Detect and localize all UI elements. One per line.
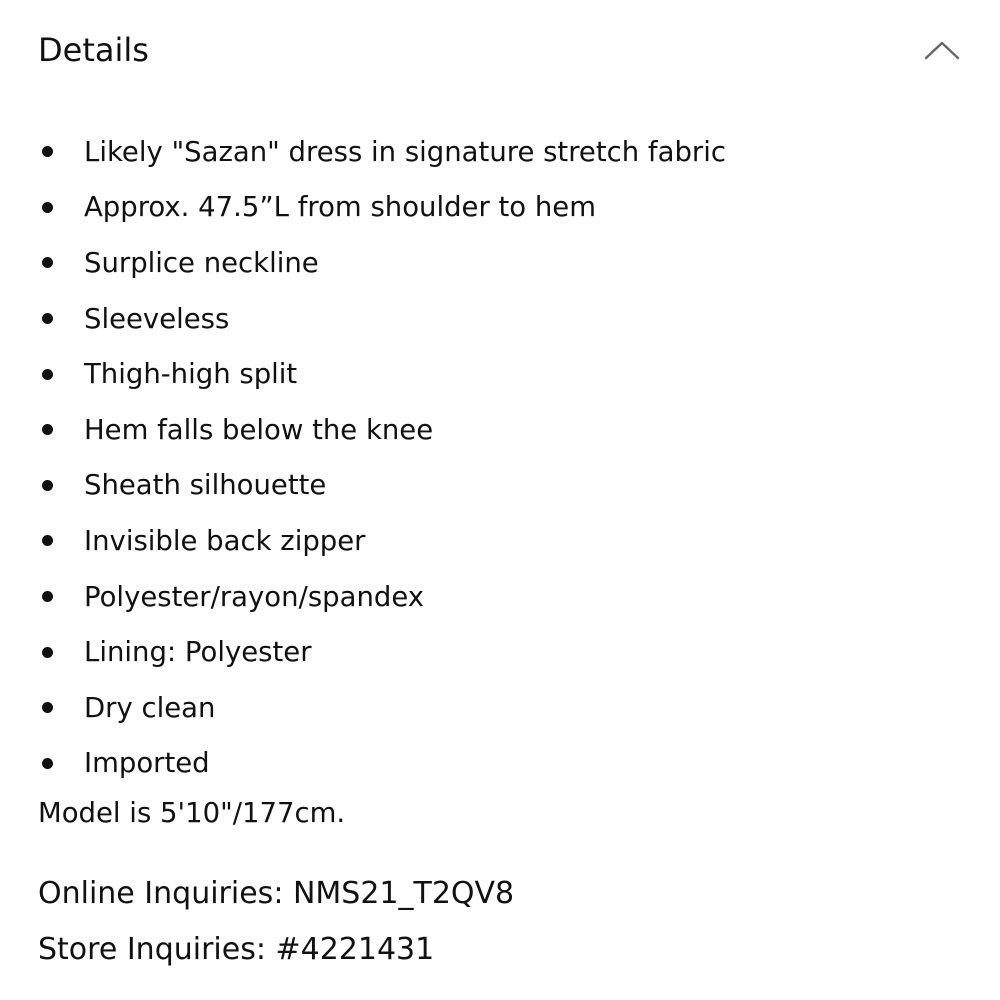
bullet-icon bbox=[42, 202, 53, 213]
chevron-up-icon[interactable] bbox=[922, 30, 962, 70]
list-item-text: Imported bbox=[84, 747, 210, 780]
bullet-icon bbox=[42, 257, 53, 268]
bullet-icon bbox=[42, 146, 53, 157]
bullet-icon bbox=[42, 702, 53, 713]
details-title: Details bbox=[38, 31, 149, 69]
list-item bbox=[38, 736, 726, 792]
list-item bbox=[38, 680, 726, 736]
store-inquiries: Store Inquiries: #4221431 bbox=[38, 932, 435, 967]
online-inquiries: Online Inquiries: NMS21_T2QV8 bbox=[38, 876, 515, 911]
bullet-icon bbox=[42, 480, 53, 491]
list-item-text: Sleeveless bbox=[84, 302, 230, 335]
list-item-text: Thigh-high split bbox=[84, 358, 298, 391]
bullet-icon bbox=[42, 758, 53, 769]
list-item-text: Lining: Polyester bbox=[84, 636, 312, 669]
list-item bbox=[38, 513, 726, 569]
list-item bbox=[38, 402, 726, 458]
bullet-icon bbox=[42, 591, 53, 602]
list-item bbox=[38, 180, 726, 236]
list-item-text: Surplice neckline bbox=[84, 246, 319, 279]
list-item bbox=[38, 569, 726, 625]
list-item-text: Invisible back zipper bbox=[84, 524, 366, 557]
list-item-text: Hem falls below the knee bbox=[84, 413, 434, 446]
list-item bbox=[38, 458, 726, 514]
bullet-icon bbox=[42, 647, 53, 658]
bullet-icon bbox=[42, 369, 53, 380]
list-item bbox=[38, 291, 726, 347]
list-item bbox=[38, 235, 726, 291]
list-item-text: Dry clean bbox=[84, 691, 216, 724]
bullet-icon bbox=[42, 313, 53, 324]
list-item-text: Sheath silhouette bbox=[84, 469, 327, 502]
list-item-text: Likely "Sazan" dress in signature stretch fabric bbox=[84, 135, 726, 168]
details-accordion-header[interactable] bbox=[38, 22, 962, 78]
bullet-icon bbox=[42, 424, 53, 435]
list-item bbox=[38, 624, 726, 680]
list-item bbox=[38, 124, 726, 180]
bullet-icon bbox=[42, 535, 53, 546]
model-size-note: Model is 5'10"/177cm. bbox=[38, 797, 346, 829]
list-item-text: Polyester/rayon/spandex bbox=[84, 580, 425, 613]
list-item bbox=[38, 346, 726, 402]
details-list bbox=[38, 124, 726, 791]
list-item-text: Approx. 47.5”L from shoulder to hem bbox=[84, 191, 596, 224]
